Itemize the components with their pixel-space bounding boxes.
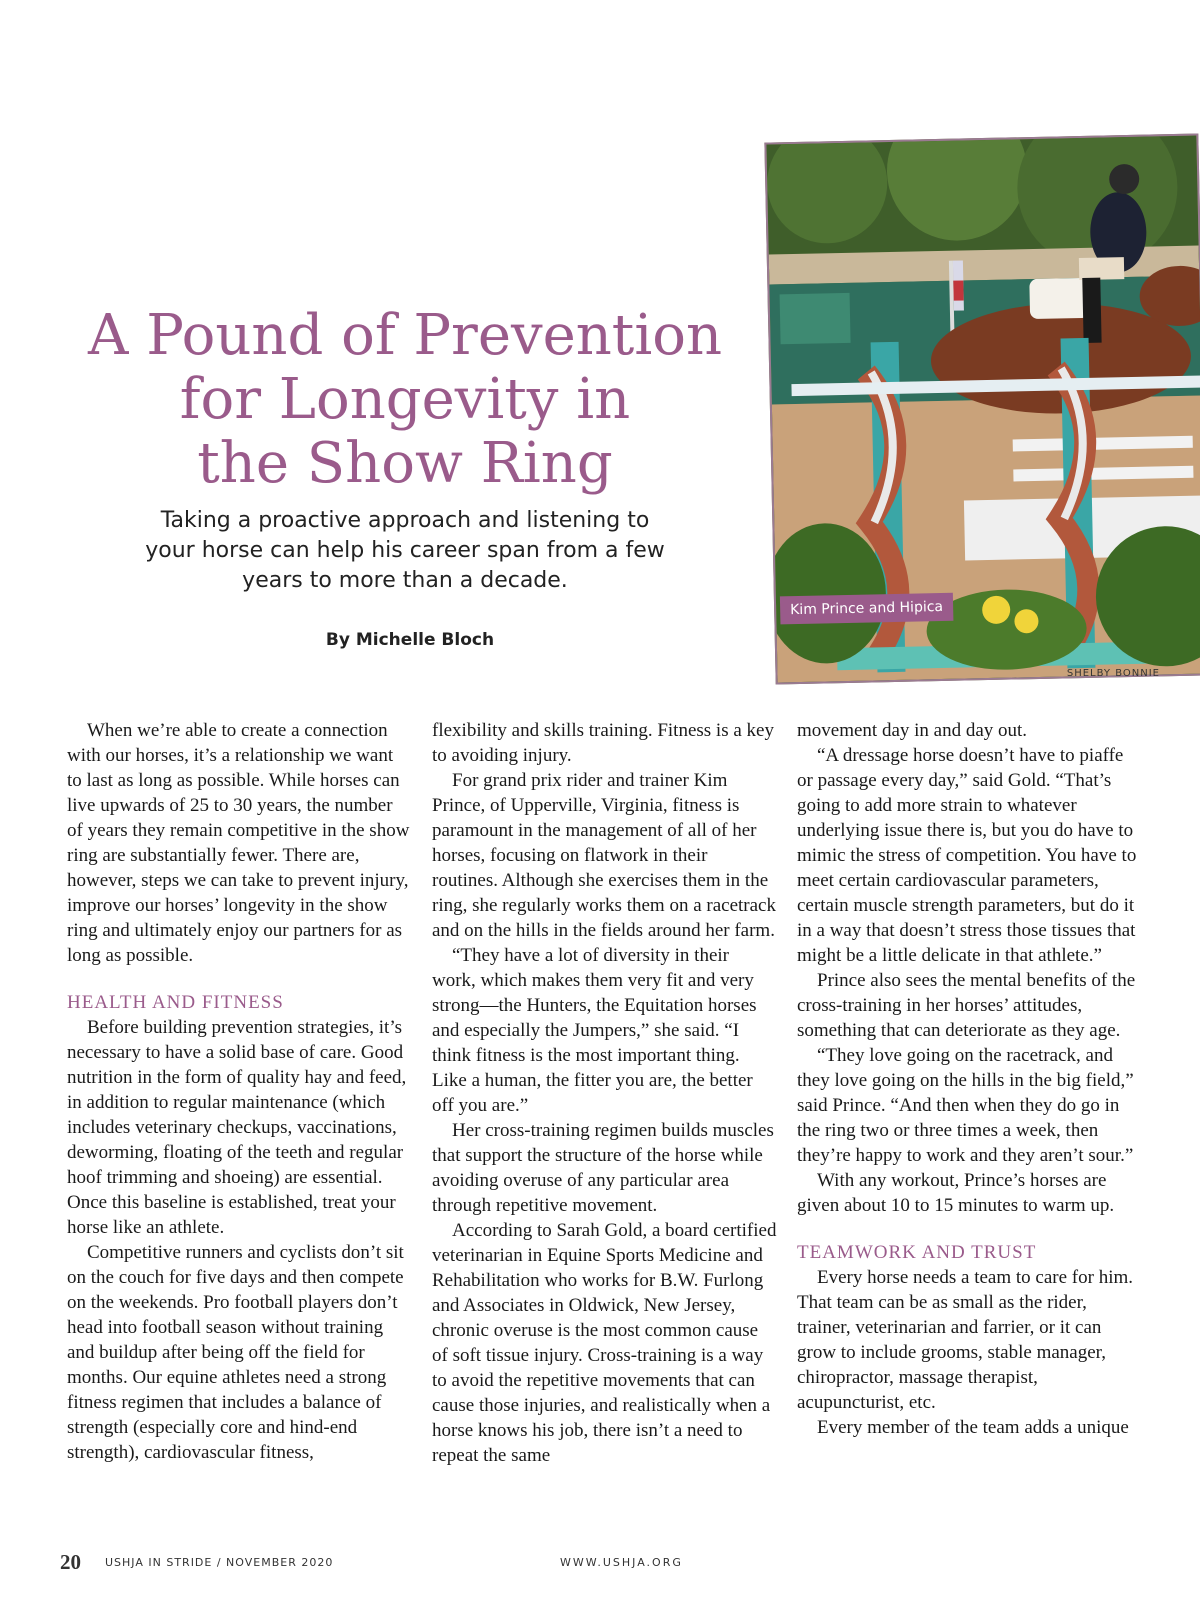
article-subtitle: [110, 506, 700, 596]
page-footer: [0, 1550, 1200, 1580]
paragraph: When we’re able to create a connection with our horses, it’s a relationship we want to last as long as possible. While horses can live upwards of 25 to 30 years, the number of years they remain competitive in the show ring are substantially fewer. There are, however, steps we can take to prevent injury, improve our horses’ longevity in the show ring and ultimately enjoy our partners for as long as possible.: [67, 720, 410, 966]
paragraph: For grand prix rider and trainer Kim Prince, of Upperville, Virginia, fitness is paramount in the management of all of her horses, focusing on flatwork in their routines. Although she exercises them in the ring, she regularly works them on a racetrack and on the hills in the fields around her farm.: [432, 770, 776, 941]
subtitle-line: your horse can help his career span from a few: [145, 538, 665, 563]
paragraph: movement day in and day out.: [797, 720, 1028, 741]
paragraph: Her cross-training regimen builds muscles that support the structure of the horse while avoiding overuse of any particular area through repetitive movement.: [432, 1120, 774, 1216]
subtitle-line: Taking a proactive approach and listening to: [160, 508, 650, 533]
article-photo: [764, 134, 1200, 685]
paragraph: Before building prevention strategies, it’s necessary to have a solid base of care. Good nutrition in the form of quality hay and feed, in addition to regular maintenance (which includes veterinary checkups, vaccinations, deworming, floating of the teeth and regular hoof trimming and shoeing) are essential. Once this baseline is established, treat your horse like an athlete.: [67, 1017, 407, 1238]
website-url: WWW.USHJA.ORG: [560, 1556, 683, 1569]
paragraph: According to Sarah Gold, a board certified veterinarian in Equine Sports Medicine and Rehabilitation who works for B.W. Furlong and Associates in Oldwick, New Jersey, chronic overuse is the most common cause of soft tissue injury. Cross-training is a way to avoid the repetitive movements that can cause those injuries, and realistically when a horse knows his job, there isn’t a need to repeat the same: [432, 1220, 777, 1466]
paragraph: Competitive runners and cyclists don’t sit on the couch for five days and then compete on the weekends. Pro football players don’t head into football season without training and buildup after being off the field for months. Our equine athletes need a strong fitness regimen that includes a balance of strength (especially core and hind-end strength), cardiovascular fitness,: [67, 1242, 404, 1463]
title-line: the Show Ring: [197, 431, 613, 496]
publication-info: USHJA IN STRIDE / NOVEMBER 2020: [105, 1556, 334, 1569]
byline: By Michelle Bloch: [325, 630, 495, 650]
column-3: [797, 718, 1142, 1508]
title-line: for Longevity in: [179, 367, 631, 432]
paragraph: Prince also sees the mental benefits of the cross-training in her horses’ attitudes, something that can deteriorate as they age.: [797, 970, 1136, 1041]
column-2: [432, 718, 777, 1508]
paragraph: Every horse needs a team to care for him. That team can be as small as the rider, trainer, veterinarian and farrier, or it can grow to include grooms, stable manager, chiropractor, massage therapist, acupuncturist, etc.: [797, 1267, 1134, 1413]
photo-credit: SHELBY BONNIE: [1066, 668, 1160, 679]
section-heading-teamwork-trust: TEAMWORK AND TRUST: [797, 1242, 1037, 1263]
paragraph: Every member of the team adds a unique: [817, 1417, 1129, 1438]
subtitle-line: years to more than a decade.: [242, 568, 568, 593]
page-number: 20: [60, 1550, 81, 1574]
paragraph: “A dressage horse doesn’t have to piaffe or passage every day,” said Gold. “That’s going to add more strain to whatever underlying issue there is, but you do have to mimic the stress of competition. You have to meet certain cardiovascular parameters, certain muscle strength parameters, but do it in a way that doesn’t stress those tissues that might be a little delicate in that athlete.”: [797, 745, 1137, 966]
title-line: A Pound of Prevention: [87, 303, 723, 368]
photo-caption: Kim Prince and Hipica: [780, 593, 953, 625]
paragraph: “They love going on the racetrack, and they love going on the hills in the big field,” said Prince. “And then when they do go in the ring two or three times a week, then they’re happy to work and they aren’t sour.”: [797, 1045, 1134, 1166]
paragraph: flexibility and skills training. Fitness is a key to avoiding injury.: [432, 720, 774, 766]
paragraph: “They have a lot of diversity in their work, which makes them very fit and very strong—the Hunters, the Equitation horses and especially the Jumpers,” she said. “I think fitness is the most important thing. Like a human, the fitter you are, the better off you are.”: [432, 945, 757, 1116]
paragraph: With any workout, Prince’s horses are given about 10 to 15 minutes to warm up.: [797, 1170, 1115, 1216]
column-1: [67, 718, 412, 1508]
section-heading-health-fitness: HEALTH AND FITNESS: [67, 992, 284, 1013]
article-title: [60, 304, 750, 496]
